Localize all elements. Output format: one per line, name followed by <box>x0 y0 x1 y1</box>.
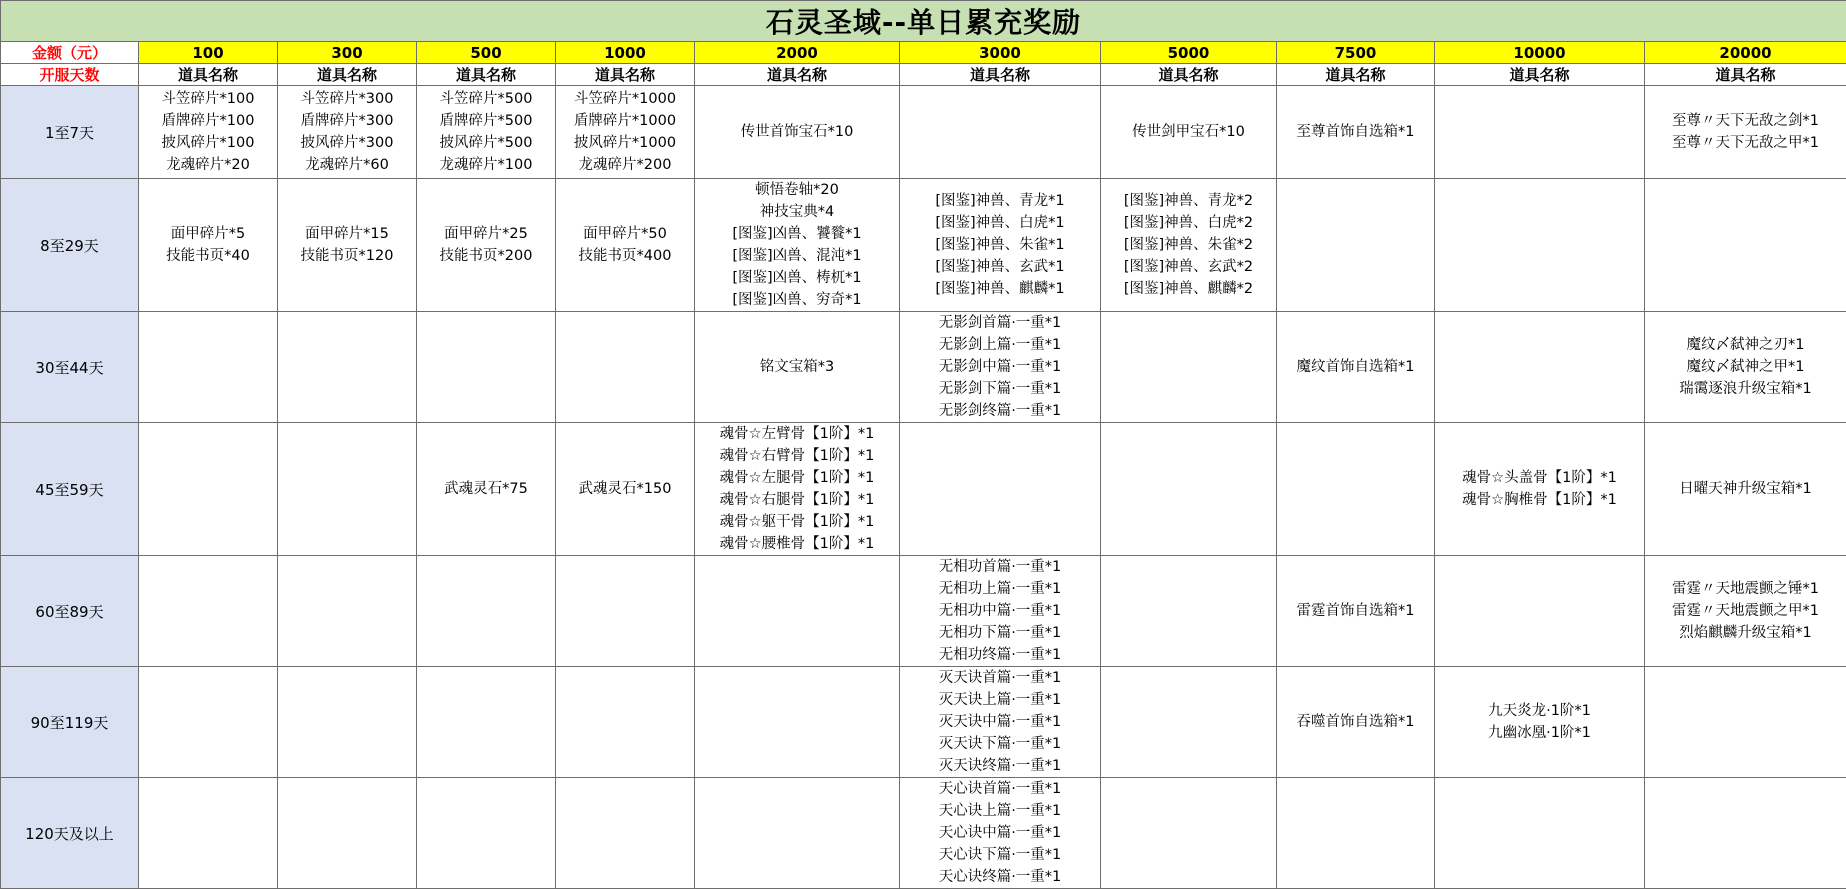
reward-item: [图鉴]神兽、白虎*1 <box>900 212 1100 234</box>
reward-cell <box>417 667 556 778</box>
reward-cell <box>139 86 278 179</box>
item-name-header: 道具名称 <box>1277 64 1435 86</box>
reward-item: 雷霆首饰自选箱*1 <box>1277 600 1434 622</box>
reward-item: 面甲碎片*50 <box>556 223 694 245</box>
reward-cell <box>1277 778 1435 889</box>
reward-item: 无影剑中篇·一重*1 <box>900 356 1100 378</box>
item-name-header: 道具名称 <box>556 64 695 86</box>
reward-item: 魂骨☆右腿骨【1阶】*1 <box>695 489 899 511</box>
reward-cell <box>556 312 695 423</box>
reward-item: 瑞霭逐浪升级宝箱*1 <box>1645 378 1846 400</box>
amount-tier: 2000 <box>695 42 900 64</box>
reward-cell <box>900 778 1101 889</box>
reward-item: 天心诀下篇·一重*1 <box>900 844 1100 866</box>
amount-tier: 10000 <box>1435 42 1645 64</box>
reward-row <box>1 423 1846 556</box>
day-range: 90至119天 <box>1 667 139 778</box>
reward-cell <box>278 423 417 556</box>
reward-item: [图鉴]凶兽、梼杌*1 <box>695 267 899 289</box>
reward-item: [图鉴]凶兽、穷奇*1 <box>695 289 899 311</box>
reward-item: [图鉴]神兽、白虎*2 <box>1101 212 1276 234</box>
reward-cell <box>1277 179 1435 312</box>
reward-item: [图鉴]神兽、朱雀*2 <box>1101 234 1276 256</box>
reward-item: 九天炎龙·1阶*1 <box>1435 700 1644 722</box>
reward-item: 至尊〃天下无敌之剑*1 <box>1645 110 1846 132</box>
reward-cell <box>139 179 278 312</box>
reward-item: 传世剑甲宝石*10 <box>1101 121 1276 143</box>
item-name-header: 道具名称 <box>139 64 278 86</box>
day-range: 8至29天 <box>1 179 139 312</box>
reward-item: 灭天诀下篇·一重*1 <box>900 733 1100 755</box>
reward-item: 盾牌碎片*300 <box>278 110 416 132</box>
reward-cell <box>1645 778 1846 889</box>
reward-cell <box>1435 667 1645 778</box>
reward-cell <box>278 556 417 667</box>
reward-cell <box>139 423 278 556</box>
reward-item: 技能书页*200 <box>417 245 555 267</box>
reward-item: [图鉴]神兽、朱雀*1 <box>900 234 1100 256</box>
reward-item: 无影剑下篇·一重*1 <box>900 378 1100 400</box>
reward-cell <box>1101 312 1277 423</box>
reward-cell <box>1277 86 1435 179</box>
reward-row <box>1 179 1846 312</box>
reward-item: 魂骨☆左臂骨【1阶】*1 <box>695 423 899 445</box>
reward-row <box>1 778 1846 889</box>
sheet-title: 石灵圣域--单日累充奖励 <box>1 1 1846 42</box>
reward-item: 披风碎片*100 <box>139 132 277 154</box>
reward-cell <box>556 556 695 667</box>
reward-item: 天心诀上篇·一重*1 <box>900 800 1100 822</box>
reward-item: 魂骨☆躯干骨【1阶】*1 <box>695 511 899 533</box>
reward-cell <box>556 778 695 889</box>
amount-tier: 500 <box>417 42 556 64</box>
reward-cell <box>1645 86 1846 179</box>
reward-item: 技能书页*120 <box>278 245 416 267</box>
reward-cell <box>139 312 278 423</box>
day-range: 45至59天 <box>1 423 139 556</box>
reward-cell <box>139 556 278 667</box>
reward-item: 顿悟卷轴*20 <box>695 179 899 201</box>
reward-item: [图鉴]神兽、麒麟*1 <box>900 278 1100 300</box>
reward-item: 传世首饰宝石*10 <box>695 121 899 143</box>
reward-item: 吞噬首饰自选箱*1 <box>1277 711 1434 733</box>
reward-cell <box>1277 556 1435 667</box>
reward-cell <box>1645 556 1846 667</box>
reward-cell <box>417 778 556 889</box>
reward-item: 至尊首饰自选箱*1 <box>1277 121 1434 143</box>
reward-cell <box>695 423 900 556</box>
reward-item: 面甲碎片*5 <box>139 223 277 245</box>
reward-item: 无影剑首篇·一重*1 <box>900 312 1100 334</box>
reward-item: 斗笠碎片*500 <box>417 88 555 110</box>
reward-cell <box>695 667 900 778</box>
item-name-header: 道具名称 <box>1645 64 1846 86</box>
reward-cell <box>900 423 1101 556</box>
reward-item: 技能书页*400 <box>556 245 694 267</box>
reward-cell <box>695 778 900 889</box>
reward-item: 天心诀中篇·一重*1 <box>900 822 1100 844</box>
reward-item: 无相功终篇·一重*1 <box>900 644 1100 666</box>
reward-row <box>1 86 1846 179</box>
reward-item: 日曜天神升级宝箱*1 <box>1645 478 1846 500</box>
reward-item: 无影剑终篇·一重*1 <box>900 400 1100 422</box>
reward-item: 盾牌碎片*1000 <box>556 110 694 132</box>
item-name-header: 道具名称 <box>417 64 556 86</box>
reward-cell <box>1101 667 1277 778</box>
reward-item: 魂骨☆头盖骨【1阶】*1 <box>1435 467 1644 489</box>
reward-item: 龙魂碎片*100 <box>417 154 555 176</box>
days-label: 开服天数 <box>1 64 139 86</box>
reward-item: 披风碎片*300 <box>278 132 416 154</box>
reward-cell <box>1101 556 1277 667</box>
reward-item: [图鉴]神兽、青龙*1 <box>900 190 1100 212</box>
reward-item: [图鉴]凶兽、混沌*1 <box>695 245 899 267</box>
reward-item: 灭天诀上篇·一重*1 <box>900 689 1100 711</box>
reward-item: 九幽冰凰·1阶*1 <box>1435 722 1644 744</box>
reward-item: 技能书页*40 <box>139 245 277 267</box>
reward-cell <box>1645 312 1846 423</box>
reward-cell <box>417 556 556 667</box>
reward-item: 无相功下篇·一重*1 <box>900 622 1100 644</box>
reward-item: 武魂灵石*75 <box>417 478 555 500</box>
reward-cell <box>1435 312 1645 423</box>
reward-cell <box>278 86 417 179</box>
reward-item: [图鉴]神兽、玄武*1 <box>900 256 1100 278</box>
reward-cell <box>556 179 695 312</box>
reward-item: [图鉴]神兽、玄武*2 <box>1101 256 1276 278</box>
reward-item: 天心诀首篇·一重*1 <box>900 778 1100 800</box>
reward-item: 披风碎片*1000 <box>556 132 694 154</box>
reward-cell <box>278 778 417 889</box>
reward-cell <box>900 667 1101 778</box>
reward-cell <box>556 423 695 556</box>
reward-cell <box>1435 179 1645 312</box>
reward-row <box>1 667 1846 778</box>
reward-item: 斗笠碎片*100 <box>139 88 277 110</box>
day-range: 120天及以上 <box>1 778 139 889</box>
reward-cell <box>1435 86 1645 179</box>
reward-cell <box>1645 179 1846 312</box>
reward-cell <box>1277 312 1435 423</box>
item-name-header: 道具名称 <box>900 64 1101 86</box>
reward-item: 魔纹〆弑神之甲*1 <box>1645 356 1846 378</box>
reward-item: 灭天诀中篇·一重*1 <box>900 711 1100 733</box>
reward-item: 魔纹首饰自选箱*1 <box>1277 356 1434 378</box>
reward-item: 天心诀终篇·一重*1 <box>900 866 1100 888</box>
reward-item: 至尊〃天下无敌之甲*1 <box>1645 132 1846 154</box>
reward-item: 无相功首篇·一重*1 <box>900 556 1100 578</box>
header-row <box>1 64 1846 86</box>
reward-cell <box>1645 667 1846 778</box>
amount-tier: 5000 <box>1101 42 1277 64</box>
reward-cell <box>417 312 556 423</box>
reward-item: 斗笠碎片*1000 <box>556 88 694 110</box>
reward-item: 披风碎片*500 <box>417 132 555 154</box>
reward-cell <box>278 312 417 423</box>
reward-cell <box>1645 423 1846 556</box>
reward-item: 魂骨☆胸椎骨【1阶】*1 <box>1435 489 1644 511</box>
reward-row <box>1 312 1846 423</box>
reward-item: 无影剑上篇·一重*1 <box>900 334 1100 356</box>
amount-tier: 20000 <box>1645 42 1846 64</box>
reward-item: 雷霆〃天地震颤之锤*1 <box>1645 578 1846 600</box>
reward-item: [图鉴]神兽、青龙*2 <box>1101 190 1276 212</box>
reward-cell <box>695 312 900 423</box>
reward-item: 灭天诀首篇·一重*1 <box>900 667 1100 689</box>
reward-item: 魂骨☆右臂骨【1阶】*1 <box>695 445 899 467</box>
reward-cell <box>1435 556 1645 667</box>
reward-item: 龙魂碎片*200 <box>556 154 694 176</box>
reward-item: 灭天诀终篇·一重*1 <box>900 755 1100 777</box>
reward-cell <box>1435 778 1645 889</box>
reward-item: 盾牌碎片*500 <box>417 110 555 132</box>
reward-item: 无相功中篇·一重*1 <box>900 600 1100 622</box>
amount-tier: 7500 <box>1277 42 1435 64</box>
reward-cell <box>695 556 900 667</box>
day-range: 1至7天 <box>1 86 139 179</box>
reward-cell <box>417 423 556 556</box>
reward-cell <box>900 556 1101 667</box>
reward-cell <box>556 667 695 778</box>
reward-item: 龙魂碎片*20 <box>139 154 277 176</box>
reward-item: 龙魂碎片*60 <box>278 154 416 176</box>
amount-tier: 1000 <box>556 42 695 64</box>
reward-item: 烈焰麒麟升级宝箱*1 <box>1645 622 1846 644</box>
amount-tier: 300 <box>278 42 417 64</box>
reward-cell <box>1101 423 1277 556</box>
reward-cell <box>900 179 1101 312</box>
reward-cell <box>900 86 1101 179</box>
reward-cell <box>695 86 900 179</box>
reward-item: 无相功上篇·一重*1 <box>900 578 1100 600</box>
reward-item: 武魂灵石*150 <box>556 478 694 500</box>
reward-item: 魂骨☆左腿骨【1阶】*1 <box>695 467 899 489</box>
reward-cell <box>139 667 278 778</box>
reward-item: 面甲碎片*15 <box>278 223 416 245</box>
item-name-header: 道具名称 <box>278 64 417 86</box>
reward-item: 斗笠碎片*300 <box>278 88 416 110</box>
reward-item: 雷霆〃天地震颤之甲*1 <box>1645 600 1846 622</box>
reward-item: 神技宝典*4 <box>695 201 899 223</box>
reward-item: [图鉴]神兽、麒麟*2 <box>1101 278 1276 300</box>
amount-tier: 3000 <box>900 42 1101 64</box>
reward-item: 面甲碎片*25 <box>417 223 555 245</box>
reward-cell <box>1101 179 1277 312</box>
reward-cell <box>1435 423 1645 556</box>
reward-cell <box>556 86 695 179</box>
amount-row <box>1 42 1846 64</box>
day-range: 60至89天 <box>1 556 139 667</box>
reward-cell <box>278 667 417 778</box>
reward-cell <box>278 179 417 312</box>
reward-cell <box>695 179 900 312</box>
reward-item: 盾牌碎片*100 <box>139 110 277 132</box>
reward-row <box>1 556 1846 667</box>
amount-label: 金额（元） <box>1 42 139 64</box>
reward-cell <box>417 86 556 179</box>
reward-cell <box>139 778 278 889</box>
reward-item: 铭文宝箱*3 <box>695 356 899 378</box>
item-name-header: 道具名称 <box>1435 64 1645 86</box>
item-name-header: 道具名称 <box>1101 64 1277 86</box>
amount-tier: 100 <box>139 42 278 64</box>
reward-item: [图鉴]凶兽、饕餮*1 <box>695 223 899 245</box>
day-range: 30至44天 <box>1 312 139 423</box>
reward-cell <box>1277 423 1435 556</box>
reward-cell <box>900 312 1101 423</box>
reward-cell <box>1277 667 1435 778</box>
reward-item: 魔纹〆弑神之刃*1 <box>1645 334 1846 356</box>
reward-cell <box>417 179 556 312</box>
item-name-header: 道具名称 <box>695 64 900 86</box>
reward-cell <box>1101 778 1277 889</box>
reward-cell <box>1101 86 1277 179</box>
reward-item: 魂骨☆腰椎骨【1阶】*1 <box>695 533 899 555</box>
